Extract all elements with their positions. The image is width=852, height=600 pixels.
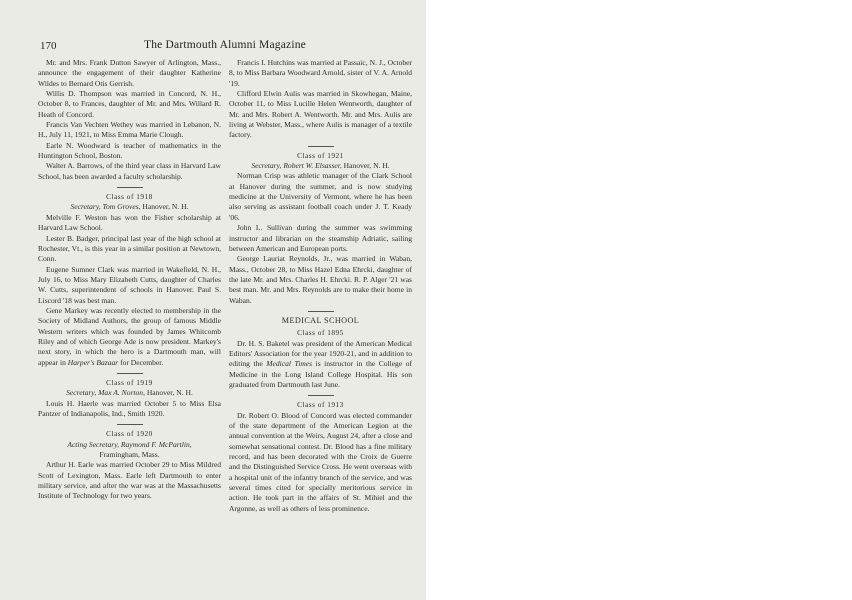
section-divider: [308, 311, 334, 312]
class-heading: Class of 1919: [106, 377, 153, 387]
paragraph: Francis Van Vechten Wethey was married in Lebanon, N. H., July 11, 1921, to Miss Emma Marie Clough.: [38, 120, 221, 140]
paragraph: Earle N. Woodward is teacher of mathematics in the Huntington School, Boston.: [38, 140, 221, 161]
class-heading: Class of 1913: [297, 400, 344, 410]
paragraph: Mr. and Mrs. Frank Dutton Sawyer of Arlington, Mass., announce the engagement of their daughter Katherine Wildes to Bernard Otis Gerrish.: [38, 58, 221, 88]
paragraph: John L. Sullivan during the summer was swimming instructor and librarian on the steamship Adriatic, sailing between American and European ports.: [229, 223, 412, 253]
class-heading: Class of 1895: [297, 328, 344, 338]
left-column: [38, 58, 221, 502]
text-run: Dr. H. S. Baketel was president of the American Medical Editors' Association for the year 1920-21, and in addition to editing the: [229, 338, 412, 369]
paragraph: Lester B. Badger, principal last year of the high school at Rochester, Vt., is this year in a similar position at Newtown, Conn.: [38, 233, 221, 264]
paragraph: Norman Crisp was athletic manager of the Clark School at Hanover during the summer, and is now studying medicine at the University of Vermont, where he has been also serving as assistant football coach under J. T. Keady '06.: [229, 171, 412, 222]
paragraph: Willis D. Thompson was married in Concord, N. H., October 8, to Frances, daughter of Mr. and Mrs. Willard R. Heath of Concord.: [38, 89, 221, 119]
section-divider: [308, 146, 334, 147]
paragraph: Eugene Sumner Clark was married in Wakefield, N. H., July 16, to Miss Mary Elizabeth Cutts, daughter of Charles W. Cutts, superintendent of schools in Hanover. Paul S. Liscord '18 was best man.: [38, 264, 221, 305]
class-heading: Class of 1921: [297, 150, 344, 160]
paragraph: [38, 306, 221, 368]
class-secretary: [38, 202, 221, 212]
secretary-location: Framingham, Mass.: [99, 450, 160, 460]
secretary-name: Acting Secretary, Raymond F. McPartlin,: [67, 439, 192, 449]
class-secretary: [38, 388, 221, 398]
text-run: is instructor in the College of Medicine in the Long Island College Hospital. His son graduated from Dartmouth last June.: [229, 359, 412, 389]
secretary-name: Secretary, Max A. Norton,: [66, 388, 145, 398]
paragraph: Melville F. Weston has won the Fisher scholarship at Harvard Law School.: [38, 212, 221, 233]
section-heading: MEDICAL SCHOOL: [281, 315, 360, 325]
section-divider: [308, 395, 334, 396]
right-column: [229, 58, 412, 514]
paragraph: [229, 339, 412, 391]
section-divider: [117, 373, 143, 374]
paragraph: Dr. Robert O. Blood of Concord was elected commander of the state department of the American Legion at the annual convention at the Weirs, August 24, after a close and somewhat sensational contest. Dr. Blood has a fine military record, and has been decorated with the Croix de Guerre and the Distinguished Service Cross. He went overseas with a hospital unit of the infantry branch of the service, and was several times cited for specially meritorious service in action. He took part in the affairs of St. Mihiel and the Argonne, as well as others of less prominence.: [229, 410, 412, 513]
page-number: 170: [40, 40, 57, 52]
publication-title: Medical Times: [266, 359, 313, 369]
paragraph: Francis I. Hutchins was married at Passaic, N. J., October 8, to Miss Barbara Woodward Arnold, sister of V. A. Arnold '19.: [229, 58, 412, 88]
section-divider: [117, 424, 143, 425]
paragraph: Arthur H. Earle was married October 29 to Miss Mildred Scott of Lexington, Mass. Earle left Dartmouth to enter military service, and after the war was at the Massachusetts Institute of Technology for two years.: [38, 460, 221, 501]
blank-area: [426, 0, 852, 600]
secretary-location: Hanover, N. H.: [341, 161, 390, 171]
secretary-location: Hanover, N. H.: [144, 388, 193, 398]
paragraph: Walter A. Barrows, of the third year class in Harvard Law School, has been awarded a faculty scholarship.: [38, 161, 221, 181]
paragraph: Clifford Elwin Aulis was married in Skowhegan, Maine, October 11, to Miss Lucille Helen Wentworth, daughter of Mr. and Mrs. Robert A. Wentworth. Mr. and Mrs. Aulis are living at Webster, Mass., where Aulis is manager of a textile factory.: [229, 89, 412, 140]
section-divider: [117, 187, 143, 188]
text-run: for December.: [118, 357, 164, 367]
secretary-name: Secretary, Robert W. Elsasser,: [251, 161, 342, 171]
class-heading: Class of 1920: [106, 429, 153, 439]
paragraph: George Lauriat Reynolds, Jr., was married in Waban, Mass., October 28, to Miss Hazel Edna Ehrcki, daughter of the late Mr. and Mrs. Charles H. Ehrcki. R. P. Alger '21 was best man. Mr. and Mrs. Reynolds are to make their home in Waban.: [229, 254, 412, 305]
class-heading: Class of 1918: [106, 192, 153, 202]
class-secretary: [229, 161, 412, 171]
text-run: Gene Markey was recently elected to membership in the Society of Midland Authors, the group of famous Middle Western writers which was founded by James Whitcomb Riley and of which George Ade is now president. Markey's next story, in which the hero is a Dartmouth man, will appear in: [38, 305, 221, 367]
publication-title: Harper's Bazaar: [67, 357, 119, 367]
paragraph: Louis H. Haerle was married October 5 to Miss Elsa Pantzer of Indianapolis, Ind., Smith 1920.: [38, 398, 221, 418]
secretary-name: Secretary, Tom Groves,: [70, 202, 141, 212]
magazine-title: The Dartmouth Alumni Magazine: [144, 39, 306, 51]
secretary-location: Hanover, N. H.: [140, 202, 189, 212]
